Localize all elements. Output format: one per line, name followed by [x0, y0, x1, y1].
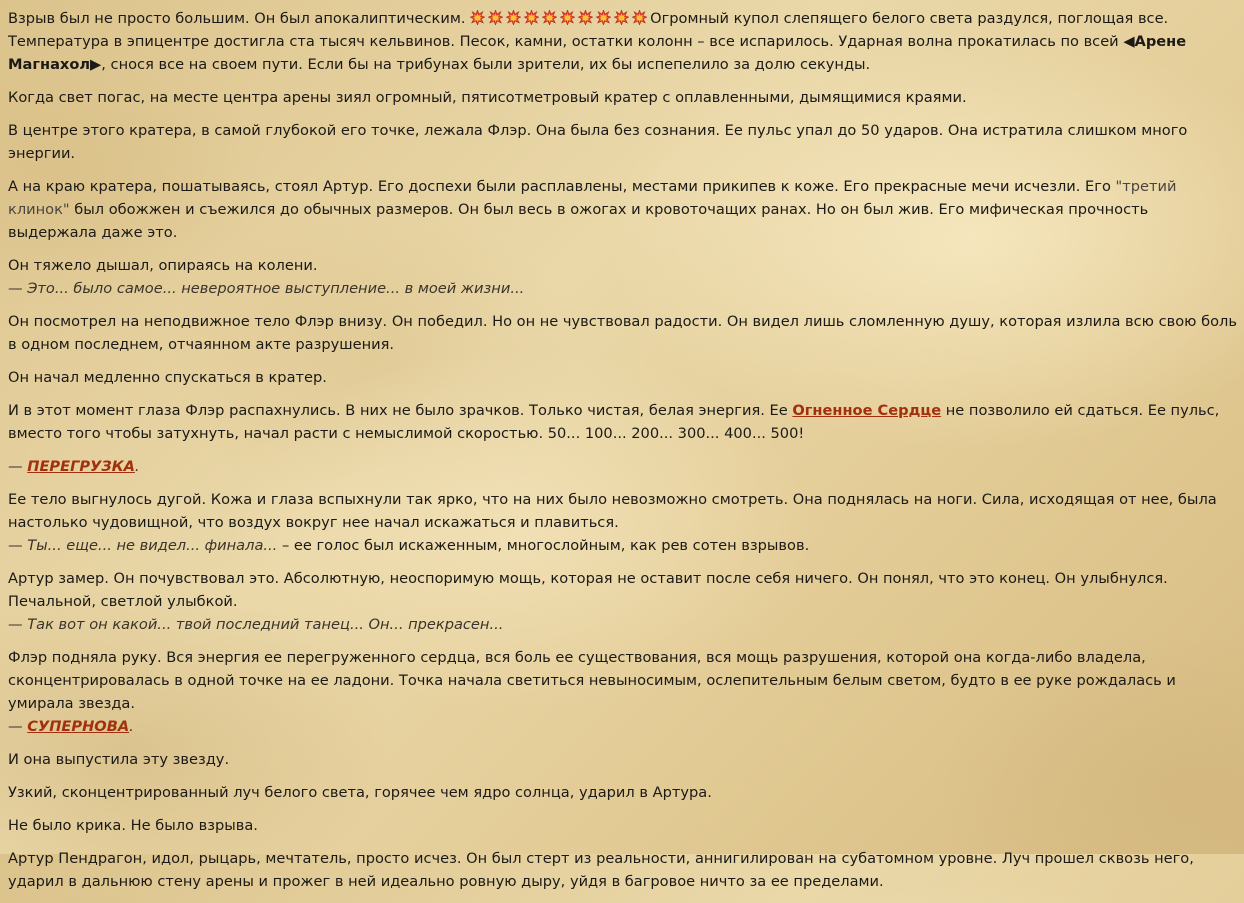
speech-line: — Так вот он какой... твой последний танец... Он... прекрасен...: [8, 616, 504, 633]
paragraph-body-arched: [8, 488, 1238, 557]
overload-link[interactable]: ПЕРЕГРУЗКА: [27, 458, 135, 475]
paragraph-explosion: [8, 7, 1238, 76]
speech-line: — Ты... еще... не видел... финала...: [8, 537, 278, 554]
paragraph-flare-unconscious: В центре этого кратера, в самой глубокой его точке, лежала Флэр. Она была без сознания. Ее пульс упал до 50 ударов. Она истратила слишком много энергии.: [8, 122, 1188, 162]
paragraph-released-star: И она выпустила эту звезду.: [8, 751, 230, 768]
third-blade-quote: "третий клинок": [8, 178, 1177, 218]
paragraph-text: был обожжен и съежился до обычных размеров. Он был весь в ожогах и кровоточащих ранах. Но он был жив. Его мифическая прочность выдержала даже это.: [8, 201, 1149, 241]
dash: —: [8, 718, 23, 735]
paragraph-descent: Он начал медленно спускаться в кратер.: [8, 369, 327, 386]
paragraph-overload: [8, 455, 1238, 478]
fire-heart-link[interactable]: Огненное Сердце: [792, 402, 942, 419]
paragraph-arthur-breathing: [8, 254, 1238, 300]
collision-icon: [524, 10, 539, 25]
collision-icon: [614, 10, 629, 25]
supernova-link[interactable]: СУПЕРНОВА: [27, 718, 130, 735]
paragraph-arthur-vanished: Артур Пендрагон, идол, рыцарь, мечтатель, просто исчез. Он был стерт из реальности, аннигилирован на субатомном уровне. Луч прошел сквозь него, ударил в дальнюю стену арены и прожег в ней идеально ровную дыру, уйдя в багровое ничто за ее пределами.: [8, 850, 1194, 890]
collision-icon: [506, 10, 521, 25]
paragraph-beam: Узкий, сконцентрированный луч белого света, горячее чем ядро солнца, ударил в Артура.: [8, 784, 712, 801]
collision-icon: [560, 10, 575, 25]
collision-icon: [632, 10, 647, 25]
dash: —: [8, 458, 23, 475]
paragraph-silence: Не было крика. Не было взрыва.: [8, 817, 258, 834]
paragraph-text: Флэр подняла руку. Вся энергия ее перегруженного сердца, вся боль ее существования, вся мощь разрушения, которой она когда-либо владела, сконцентрировалась в одной точке на ее ладони. Точка начала светиться невыносимым, ослепительным белым светом, будто в ее руке рождалась и умирала звезда.: [8, 649, 1176, 712]
paragraph-arthur-stands: [8, 175, 1238, 244]
paragraph-text: Артур замер. Он почувствовал это. Абсолютную, неоспоримую мощь, которая не оставит после себя ничего. Он понял, что это конец. Он улыбнулся. Печальной, светлой улыбкой.: [8, 570, 1168, 610]
period: .: [129, 718, 134, 735]
paragraph-eyes-open: [8, 399, 1238, 445]
paragraph-text: А на краю кратера, пошатываясь, стоял Артур. Его доспехи были расплавлены, местами прикипев к коже. Его прекрасные мечи исчезли. Его: [8, 178, 1111, 195]
collision-icon: [596, 10, 611, 25]
paragraph-text: Взрыв был не просто большим. Он был апокалиптическим.: [8, 10, 466, 27]
paragraph-text: Он тяжело дышал, опираясь на колени.: [8, 257, 318, 274]
paragraph-text: Температура в эпицентре достигла ста тысяч кельвинов. Песок, камни, остатки колонн – все испарилось. Ударная волна прокатилась по всей: [8, 33, 1119, 50]
paragraph-text: И в этот момент глаза Флэр распахнулись. В них не было зрачков. Только чистая, белая энергия. Ее: [8, 402, 788, 419]
paragraph-arthur-froze: [8, 567, 1238, 636]
collision-icon: [578, 10, 593, 25]
collision-icon: [488, 10, 503, 25]
paragraph-victory: Он посмотрел на неподвижное тело Флэр внизу. Он победил. Но он не чувствовал радости. Он видел лишь сломленную душу, которая излила всю свою боль в одном последнем, отчаянном акте разрушения.: [8, 313, 1237, 353]
speech-line: — Это... было самое... невероятное выступление... в моей жизни...: [8, 280, 525, 297]
collision-icon: [470, 10, 485, 25]
collision-icon: [542, 10, 557, 25]
collision-icons-row: [470, 10, 650, 27]
paragraph-text: не позволило ей сдаться. Ее пульс, вместо того чтобы затухнуть, начал расти с немыслимой скоростью. 50... 100... 200... 300... 400... 500!: [8, 402, 1220, 442]
period: .: [134, 458, 140, 475]
arena-name: ◀Арене Магнахол▶: [8, 33, 1187, 73]
speech-tail: – ее голос был искаженным, многослойным, как рев сотен взрывов.: [281, 537, 810, 554]
paragraph-raised-hand: [8, 646, 1238, 738]
story-text: [8, 7, 1238, 903]
paragraph-crater: Когда свет погас, на месте центра арены зиял огромный, пятисотметровый кратер с оплавленными, дымящимися краями.: [8, 89, 967, 106]
paragraph-text: Огромный купол слепящего белого света раздулся, поглощая все.: [650, 10, 1169, 27]
paragraph-text: Ее тело выгнулось дугой. Кожа и глаза вспыхнули так ярко, что на них было невозможно смотреть. Она поднялась на ноги. Сила, исходящая от нее, была настолько чудовищной, что воздух вокруг нее начал искажаться и плавиться.: [8, 491, 1217, 531]
paragraph-text: , снося все на своем пути. Если бы на трибунах были зрители, их бы испепелило за долю секунды.: [101, 56, 871, 73]
